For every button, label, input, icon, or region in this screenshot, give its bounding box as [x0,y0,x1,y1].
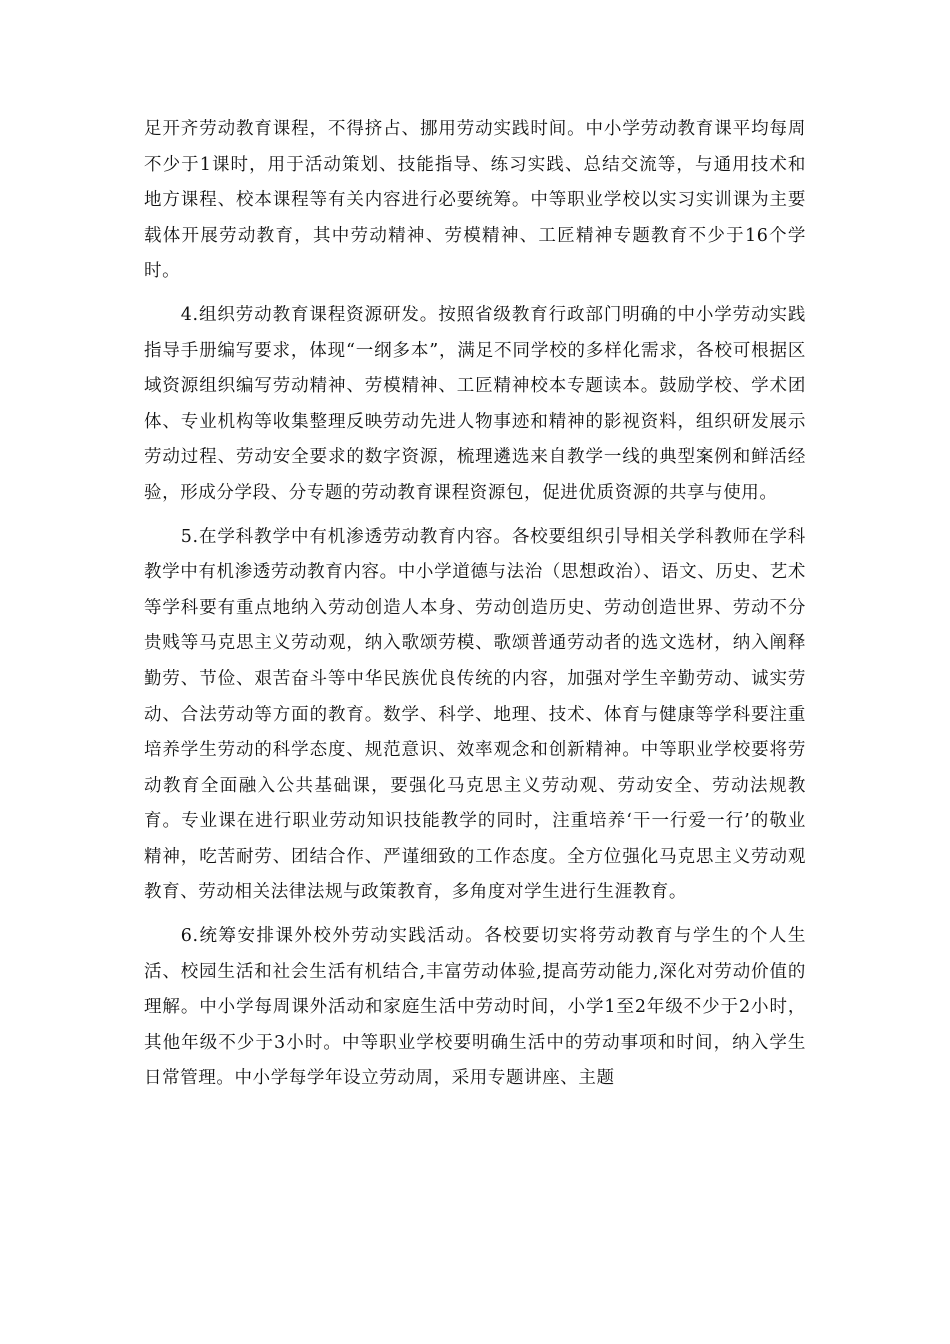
paragraph-item-5: 5.在学科教学中有机渗透劳动教育内容。各校要组织引导相关学科教师在学科教学中有机渗透劳动教育内容。中小学道德与法治（思想政治）、语文、历史、艺术等学科要有重点地纳入劳动创造人本身、劳动创造历史、劳动创造世界、劳动不分贵贱等马克思主义劳动观，纳入歌颂劳模、歌颂普通劳动者的选文选材，纳入阐释勤劳、节俭、艰苦奋斗等中华民族优良传统的内容，加强对学生辛勤劳动、诚实劳动、合法劳动等方面的教育。数学、科学、地理、技术、体育与健康等学科要注重培养学生劳动的科学态度、规范意识、效率观念和创新精神。中等职业学校要将劳动教育全面融入公共基础课，要强化马克思主义劳动观、劳动安全、劳动法规教育。专业课在进行职业劳动知识技能教学的同时，注重培养‘干一行爱一行’的敬业精神，吃苦耐劳、团结合作、严谨细致的工作态度。全方位强化马克思主义劳动观教育、劳动相关法律法规与政策教育，多角度对学生进行生涯教育。 [144,526,806,903]
document-page [144,112,806,1097]
paragraph-continued: 足开齐劳动教育课程，不得挤占、挪用劳动实践时间。中小学劳动教育课平均每周不少于1课时，用于活动策划、技能指导、练习实践、总结交流等，与通用技术和地方课程、校本课程等有关内容进行必要统筹。中等职业学校以实习实训课为主要载体开展劳动教育，其中劳动精神、劳模精神、工匠精神专题教育不少于16个学时。 [144,119,806,282]
paragraph-item-4: 4.组织劳动教育课程资源研发。按照省级教育行政部门明确的中小学劳动实践指导手册编写要求，体现“一纲多本”，满足不同学校的多样化需求，各校可根据区域资源组织编写劳动精神、劳模精神、工匠精神校本专题读本。鼓励学校、学术团体、专业机构等收集整理反映劳动先进人物事迹和精神的影视资料，组织研发展示劳动过程、劳动安全要求的数字资源，梳理遴选来自教学一线的典型案例和鲜活经验，形成分学段、分专题的劳动教育课程资源包，促进优质资源的共享与使用。 [144,304,806,503]
paragraph-item-6: 6.统筹安排课外校外劳动实践活动。各校要切实将劳动教育与学生的个人生活、校园生活和社会生活有机结合,丰富劳动体验,提高劳动能力,深化对劳动价值的理解。中小学每周课外活动和家庭生活中劳动时间，小学1至2年级不少于2小时，其他年级不少于3小时。中等职业学校要明确生活中的劳动事项和时间，纳入学生日常管理。中小学每学年设立劳动周，采用专题讲座、主题 [144,926,806,1089]
